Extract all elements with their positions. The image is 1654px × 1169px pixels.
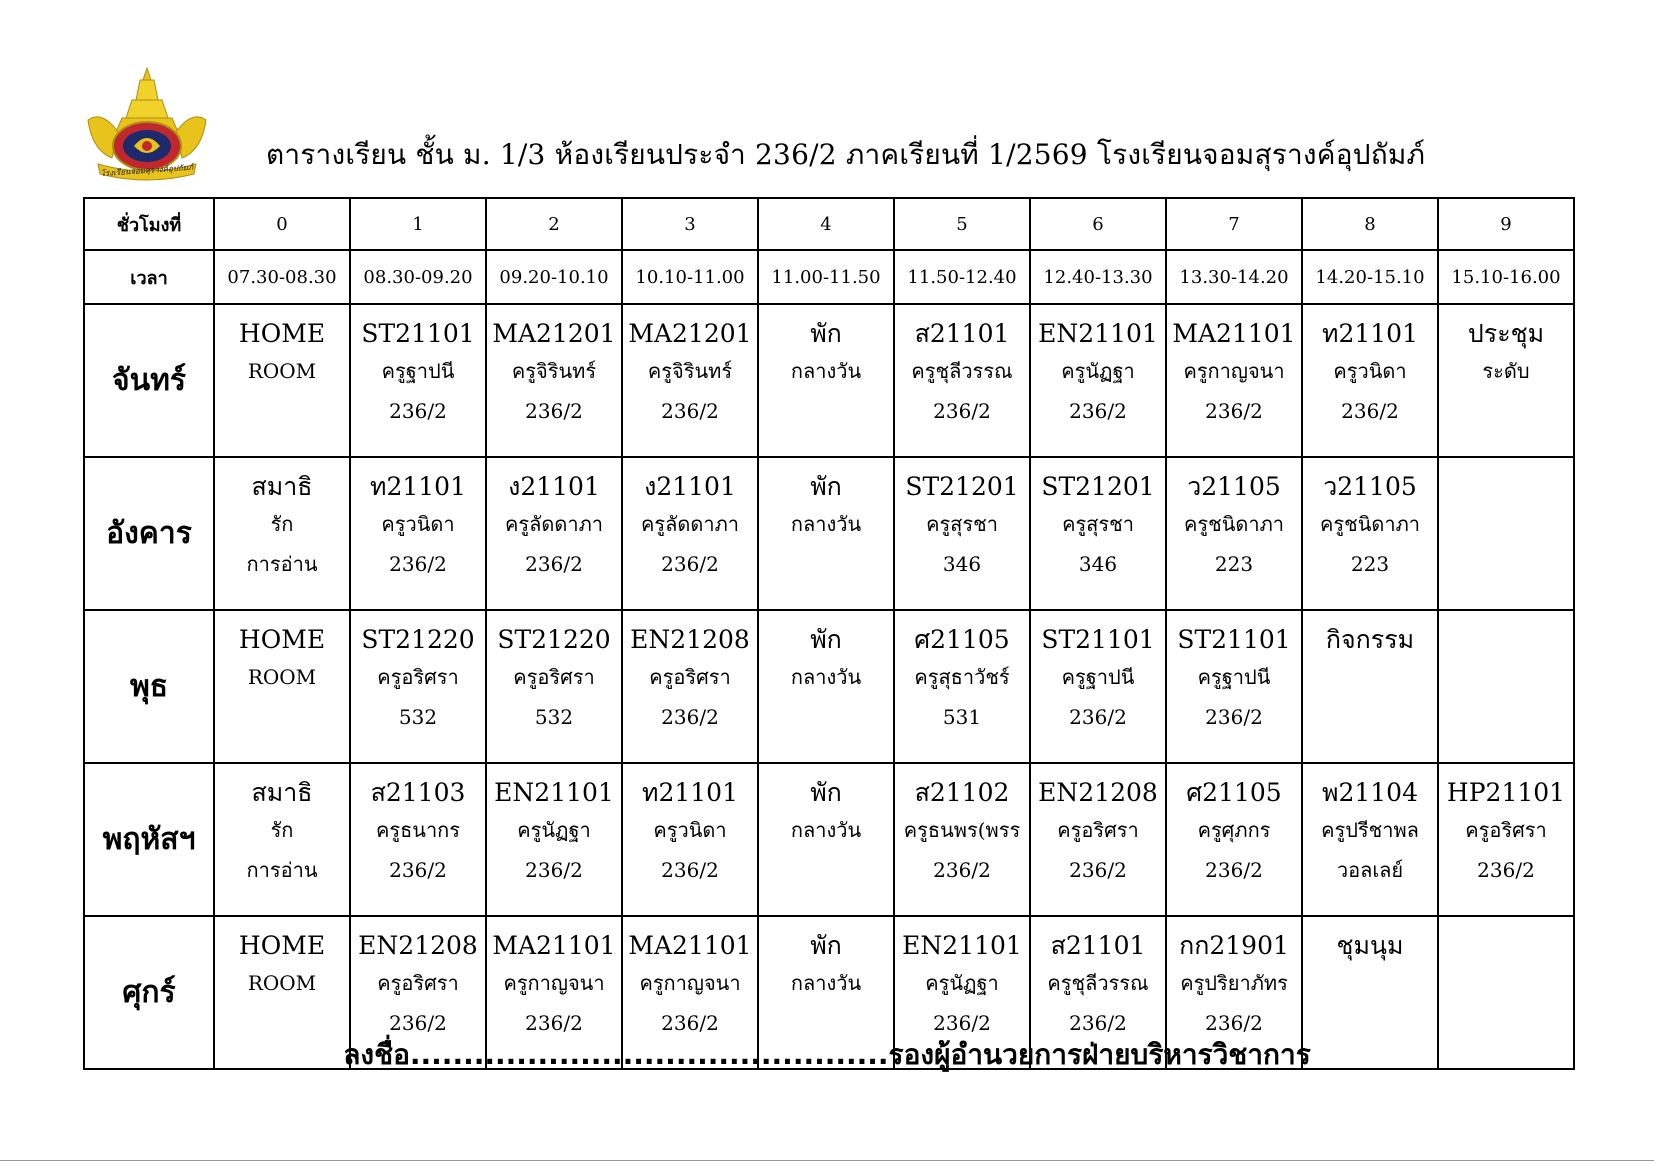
cell-teacher: ROOM: [247, 971, 317, 995]
timetable-cell: [894, 763, 1030, 916]
page-title: ตารางเรียน ชั้น ม. 1/3 ห้องเรียนประจำ 236/2 ภาคเรียนที่ 1/2569 โรงเรียนจอมสุรางค์อุปถัมภ์: [266, 138, 1426, 171]
cell-subject: พัก: [810, 625, 842, 654]
cell-teacher: กลางวัน: [790, 818, 862, 842]
period-time: 15.10-16.00: [1438, 250, 1574, 304]
timetable-cell: [1438, 304, 1574, 457]
cell-subject: HOME: [238, 625, 326, 654]
day-row: [84, 457, 1574, 610]
timetable-cell: [350, 610, 486, 763]
cell-subject: EN21208: [358, 931, 478, 960]
period-number: 1: [350, 198, 486, 250]
cell-subject: MA21201: [492, 319, 616, 348]
cell-subject: [1439, 931, 1573, 961]
day-row: [84, 304, 1574, 457]
cell-room: 531: [942, 705, 982, 729]
timetable-cell: [486, 457, 622, 610]
cell-room: 346: [942, 552, 982, 576]
cell-teacher: ครูจิรินทร์: [511, 359, 597, 383]
cell-room: 236/2: [389, 858, 447, 882]
cell-subject: สมาธิ: [251, 472, 313, 501]
cell-teacher: ครูวนิดา: [653, 818, 727, 842]
cell-subject: MA21101: [628, 931, 752, 960]
cell-room: [1303, 697, 1437, 737]
cell-teacher: ครูอริศรา: [513, 665, 595, 689]
cell-teacher: ครูนัฏฐา: [517, 818, 591, 842]
period-time: 09.20-10.10: [486, 250, 622, 304]
day-name: พฤหัสฯ: [84, 763, 214, 916]
cell-room: การอ่าน: [246, 552, 318, 576]
timetable-cell: [1030, 763, 1166, 916]
day-row: [84, 610, 1574, 763]
timetable-cell: [1166, 763, 1302, 916]
cell-room: 236/2: [933, 1011, 991, 1035]
period-header-row: [84, 198, 1574, 250]
timetable-cell: [758, 304, 894, 457]
timetable-cell: [214, 610, 350, 763]
cell-subject: ST21220: [361, 625, 475, 654]
cell-teacher: ครูฐาปนี: [1197, 665, 1271, 689]
period-label: ชั่วโมงที่: [84, 198, 214, 250]
cell-teacher: ครูวนิดา: [1333, 359, 1407, 383]
timetable-cell: [1030, 610, 1166, 763]
cell-subject: พ21104: [1321, 778, 1418, 807]
cell-teacher: ครูชุลีวรรณ: [911, 359, 1013, 383]
period-time: 12.40-13.30: [1030, 250, 1166, 304]
cell-subject: EN21101: [494, 778, 614, 807]
cell-subject: ST21101: [361, 319, 475, 348]
cell-room: 236/2: [933, 858, 991, 882]
timetable: [83, 197, 1575, 1070]
timetable-cell: [622, 763, 758, 916]
cell-room: 236/2: [525, 399, 583, 423]
period-time: 14.20-15.10: [1302, 250, 1438, 304]
signature-line: ลงชื่อ.............................................รองผู้อำนวยการฝ่ายบริหารวิชาการ: [343, 1038, 1311, 1071]
cell-subject: ง21101: [508, 472, 600, 501]
period-time: 11.00-11.50: [758, 250, 894, 304]
cell-teacher: กลางวัน: [790, 359, 862, 383]
cell-room: 236/2: [661, 705, 719, 729]
cell-teacher: กลางวัน: [790, 971, 862, 995]
cell-subject: ST21101: [1041, 625, 1155, 654]
cell-teacher: ครูชุลีวรรณ: [1047, 971, 1149, 995]
cell-subject: ศ21105: [1186, 778, 1282, 807]
cell-teacher: ครูกาญจนา: [1183, 359, 1285, 383]
period-number: 2: [486, 198, 622, 250]
cell-teacher: ครูฐาปนี: [381, 359, 455, 383]
cell-room: 236/2: [1341, 399, 1399, 423]
cell-subject: ว21105: [1187, 472, 1281, 501]
cell-room: 236/2: [1069, 399, 1127, 423]
timetable-cell: [622, 610, 758, 763]
cell-teacher: ครูศุภกร: [1197, 818, 1271, 842]
timetable-cell: [758, 457, 894, 610]
period-number: 7: [1166, 198, 1302, 250]
timetable-cell: [758, 610, 894, 763]
cell-room: 236/2: [1069, 705, 1127, 729]
cell-subject: สมาธิ: [251, 778, 313, 807]
cell-subject: HOME: [238, 931, 326, 960]
cell-subject: พัก: [810, 931, 842, 960]
day-row: [84, 763, 1574, 916]
cell-subject: ST21220: [497, 625, 611, 654]
cell-subject: ส21101: [914, 319, 1010, 348]
day-name: ศุกร์: [84, 916, 214, 1069]
timetable-cell: [894, 304, 1030, 457]
timetable-cell: [1302, 763, 1438, 916]
cell-subject: HP21101: [1446, 778, 1566, 807]
period-number: 3: [622, 198, 758, 250]
cell-room: 236/2: [1205, 399, 1263, 423]
cell-teacher: ครูฐาปนี: [1061, 665, 1135, 689]
timetable-cell: [1302, 610, 1438, 763]
cell-teacher: ครูวนิดา: [381, 512, 455, 536]
cell-teacher: รัก: [270, 818, 294, 842]
cell-subject: ประชุม: [1467, 319, 1545, 348]
day-name: พุธ: [84, 610, 214, 763]
timetable-cell: [350, 304, 486, 457]
time-label: เวลา: [84, 250, 214, 304]
cell-subject: EN21208: [1038, 778, 1158, 807]
timetable-cell: [214, 763, 350, 916]
cell-room: 532: [534, 705, 574, 729]
cell-teacher: ครูสุรชา: [926, 512, 998, 536]
cell-room: [215, 697, 349, 737]
cell-subject: ส21103: [370, 778, 466, 807]
cell-subject: ST21201: [905, 472, 1019, 501]
timetable-cell: [350, 763, 486, 916]
cell-teacher: ครูปรีชาพล: [1321, 818, 1419, 842]
cell-teacher: ROOM: [247, 665, 317, 689]
cell-room: 236/2: [389, 552, 447, 576]
cell-subject: [1439, 472, 1573, 502]
cell-teacher: ครูธนพร(พรร: [903, 818, 1021, 842]
timetable-cell: [894, 457, 1030, 610]
period-time: 13.30-14.20: [1166, 250, 1302, 304]
cell-subject: ท21101: [1321, 319, 1418, 348]
cell-room: [1439, 544, 1573, 584]
timetable-cell: [622, 304, 758, 457]
cell-room: [1439, 391, 1573, 431]
day-name: อังคาร: [84, 457, 214, 610]
cell-teacher: ครูปริยาภัทร: [1180, 971, 1288, 995]
period-number: 9: [1438, 198, 1574, 250]
timetable-cell: [214, 457, 350, 610]
timetable-cell: [214, 304, 350, 457]
cell-teacher: ครูอริศรา: [1465, 818, 1547, 842]
cell-room: 236/2: [525, 858, 583, 882]
cell-subject: EN21208: [630, 625, 750, 654]
timetable-cell: [350, 457, 486, 610]
school-logo-caption: โรงเรียนจอมสุรางค์อุปถัมภ์: [100, 162, 194, 179]
cell-subject: ST21201: [1041, 472, 1155, 501]
cell-subject: ศ21105: [914, 625, 1010, 654]
cell-teacher: ครูชนิดาภา: [1320, 512, 1420, 536]
day-name: จันทร์: [84, 304, 214, 457]
cell-room: 236/2: [1205, 1011, 1263, 1035]
cell-teacher: [1303, 963, 1437, 1003]
cell-room: [759, 850, 893, 890]
cell-teacher: รัก: [270, 512, 294, 536]
cell-room: [759, 391, 893, 431]
cell-room: การอ่าน: [246, 858, 318, 882]
cell-teacher: ครูสุธาวัชร์: [914, 665, 1010, 689]
cell-room: [1439, 697, 1573, 737]
cell-subject: พัก: [810, 778, 842, 807]
cell-subject: HOME: [238, 319, 326, 348]
timetable-cell: [1030, 304, 1166, 457]
cell-teacher: กลางวัน: [790, 665, 862, 689]
cell-teacher: ครูกาญจนา: [639, 971, 741, 995]
cell-room: 236/2: [389, 1011, 447, 1035]
cell-teacher: ครูสุรชา: [1062, 512, 1134, 536]
timetable-cell: [1438, 457, 1574, 610]
timetable-cell: [486, 610, 622, 763]
timetable-cell: [894, 610, 1030, 763]
cell-teacher: ครูลัดดาภา: [641, 512, 739, 536]
timetable-cell: [622, 457, 758, 610]
cell-subject: ส21101: [1050, 931, 1146, 960]
cell-room: 236/2: [933, 399, 991, 423]
cell-room: [759, 544, 893, 584]
period-time: 08.30-09.20: [350, 250, 486, 304]
cell-teacher: กลางวัน: [790, 512, 862, 536]
cell-room: 532: [398, 705, 438, 729]
cell-room: 236/2: [525, 1011, 583, 1035]
cell-teacher: [1439, 963, 1573, 1003]
cell-teacher: ครูอริศรา: [649, 665, 731, 689]
cell-teacher: ครูกาญจนา: [503, 971, 605, 995]
period-number: 6: [1030, 198, 1166, 250]
cell-subject: ชุมนุม: [1336, 931, 1404, 960]
cell-subject: [1439, 625, 1573, 655]
timetable-cell: [1166, 610, 1302, 763]
cell-room: [759, 697, 893, 737]
cell-teacher: ROOM: [247, 359, 317, 383]
timetable-cell: [1166, 457, 1302, 610]
bottom-rule: [0, 1160, 1654, 1161]
school-logo: [82, 66, 212, 190]
cell-subject: พัก: [810, 472, 842, 501]
cell-subject: ส21102: [914, 778, 1010, 807]
cell-room: 223: [1350, 552, 1390, 576]
cell-teacher: ครูธนากร: [375, 818, 461, 842]
cell-subject: กิจกรรม: [1325, 625, 1415, 654]
cell-subject: ว21105: [1323, 472, 1417, 501]
cell-room: 236/2: [389, 399, 447, 423]
period-time: 07.30-08.30: [214, 250, 350, 304]
timetable-cell: [1302, 457, 1438, 610]
period-number: 8: [1302, 198, 1438, 250]
cell-teacher: ระดับ: [1482, 359, 1530, 383]
period-number: 5: [894, 198, 1030, 250]
cell-subject: EN21101: [1038, 319, 1158, 348]
timetable-cell: [1030, 457, 1166, 610]
cell-subject: พัก: [810, 319, 842, 348]
timetable-cell: [1438, 763, 1574, 916]
timetable-cell: [486, 763, 622, 916]
cell-subject: กก21901: [1179, 931, 1289, 960]
cell-teacher: ครูอริศรา: [377, 665, 459, 689]
cell-room: วอลเลย์: [1336, 858, 1404, 882]
cell-subject: MA21101: [492, 931, 616, 960]
cell-room: 236/2: [1205, 858, 1263, 882]
period-time: 11.50-12.40: [894, 250, 1030, 304]
period-time: 10.10-11.00: [622, 250, 758, 304]
cell-teacher: ครูชนิดาภา: [1184, 512, 1284, 536]
cell-teacher: ครูนัฏฐา: [925, 971, 999, 995]
cell-teacher: ครูนัฏฐา: [1061, 359, 1135, 383]
cell-room: 236/2: [661, 399, 719, 423]
cell-room: 236/2: [661, 552, 719, 576]
period-number: 4: [758, 198, 894, 250]
timetable-cell: [1166, 304, 1302, 457]
cell-room: 236/2: [1069, 1011, 1127, 1035]
cell-teacher: ครูจิรินทร์: [647, 359, 733, 383]
cell-subject: ท21101: [641, 778, 738, 807]
cell-subject: MA21101: [1172, 319, 1296, 348]
cell-teacher: ครูลัดดาภา: [505, 512, 603, 536]
cell-room: 346: [1078, 552, 1118, 576]
timetable-cell: [1438, 610, 1574, 763]
cell-teacher: [1439, 657, 1573, 697]
cell-teacher: ครูอริศรา: [1057, 818, 1139, 842]
cell-subject: ST21101: [1177, 625, 1291, 654]
cell-room: 236/2: [661, 858, 719, 882]
cell-room: 236/2: [661, 1011, 719, 1035]
cell-subject: ง21101: [644, 472, 736, 501]
cell-subject: EN21101: [902, 931, 1022, 960]
timetable-cell: [486, 304, 622, 457]
cell-room: 236/2: [1477, 858, 1535, 882]
cell-room: 236/2: [525, 552, 583, 576]
cell-room: 236/2: [1069, 858, 1127, 882]
period-number: 0: [214, 198, 350, 250]
cell-subject: ท21101: [369, 472, 466, 501]
cell-teacher: ครูอริศรา: [377, 971, 459, 995]
cell-subject: MA21201: [628, 319, 752, 348]
cell-teacher: [1439, 504, 1573, 544]
timetable-cell: [1302, 304, 1438, 457]
cell-room: 236/2: [1205, 705, 1263, 729]
cell-teacher: [1303, 657, 1437, 697]
time-row: [84, 250, 1574, 304]
timetable-cell: [758, 763, 894, 916]
cell-room: [215, 391, 349, 431]
cell-room: 223: [1214, 552, 1254, 576]
